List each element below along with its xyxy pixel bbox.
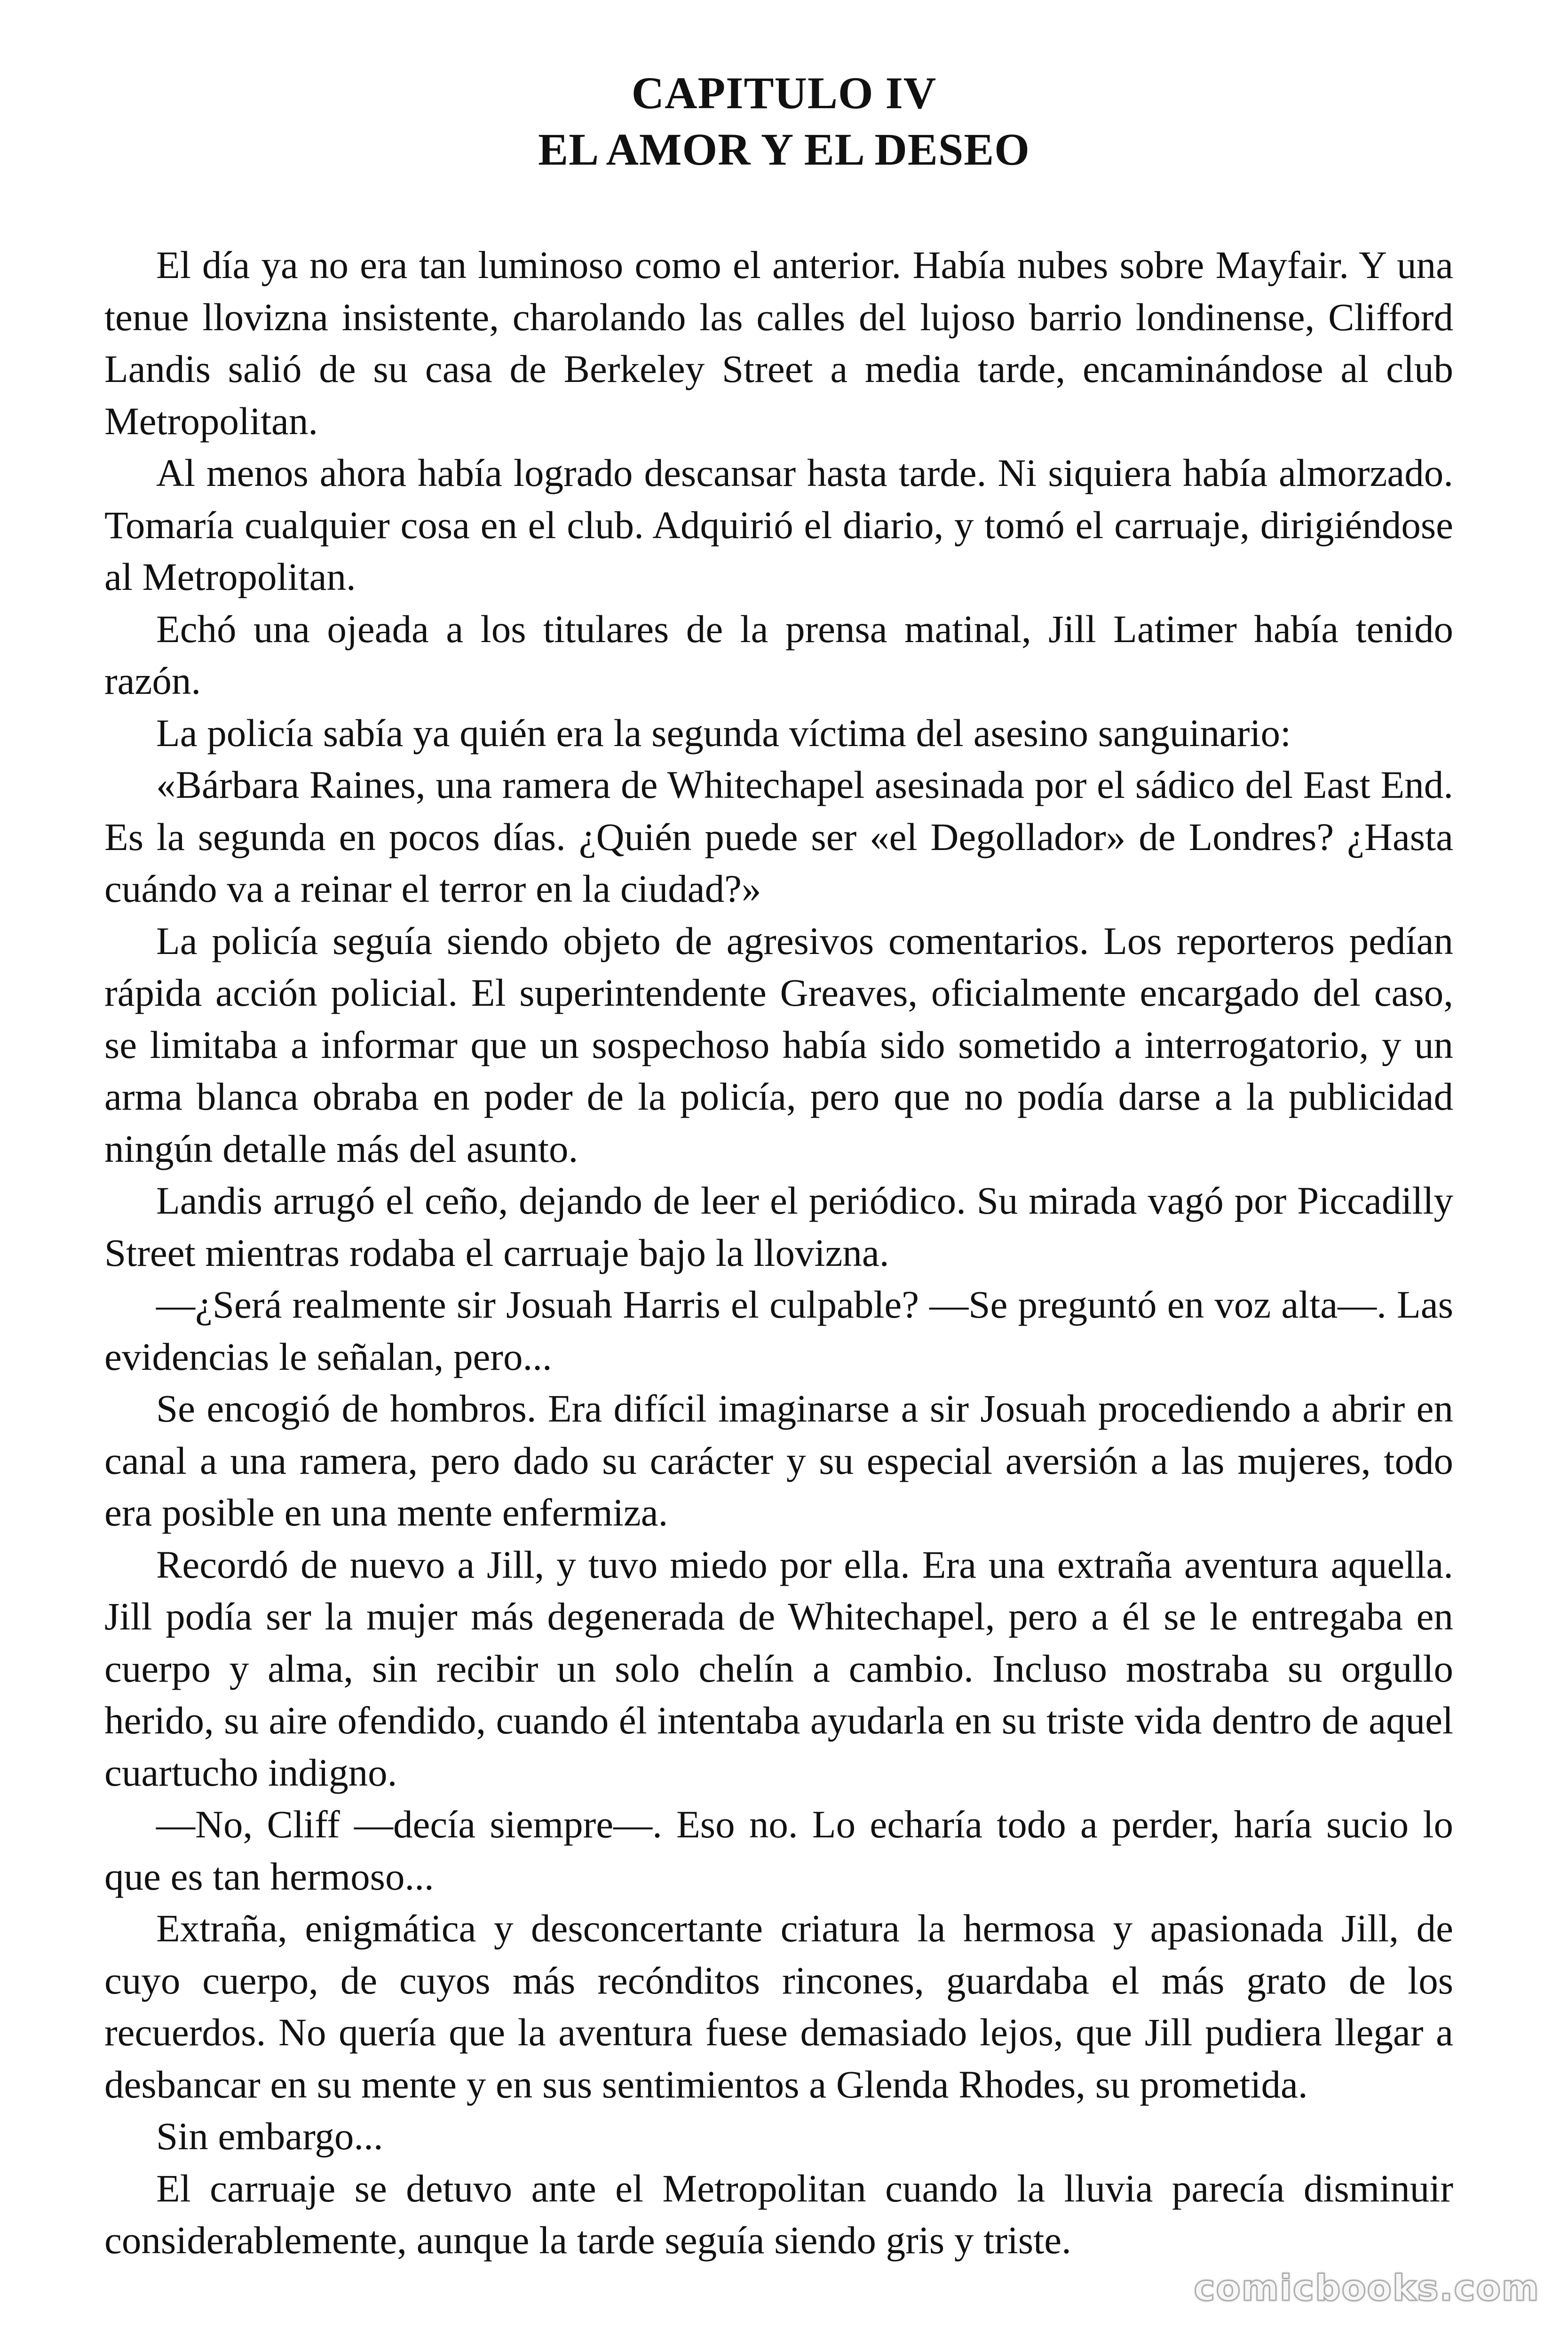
paragraph: Echó una ojeada a los titulares de la prensa matinal, Jill Latimer había tenido razón. <box>104 607 1453 702</box>
paragraph: Sin embargo... <box>156 2114 383 2158</box>
paragraph: La policía seguía siendo objeto de agresivos comentarios. Los reporteros pedían rápida acción policial. El superintendente Greaves, oficialmente encargado del caso, se limitaba a informar que un sospechoso había sido sometido a interrogatorio, y un arma blanca obraba en poder de la policía, pero que no podía darse a la publicidad ningún detalle más del asunto. <box>104 919 1453 1170</box>
paragraph: —¿Será realmente sir Josuah Harris el culpable? —Se preguntó en voz alta—. Las evidencias le señalan, pero... <box>104 1283 1453 1378</box>
paragraph: Recordó de nuevo a Jill, y tuvo miedo por ella. Era una extraña aventura aquella. Jill podía ser la mujer más degenerada de Whitechapel, pero a él se le entregaba en cuerpo y alma, sin recibir un solo chelín a cambio. Incluso mostraba su orgullo herido, su aire ofendido, cuando él intentaba ayudarla en su triste vida dentro de aquel cuartucho indigno. <box>104 1542 1453 1794</box>
chapter-body <box>104 239 1453 2266</box>
paragraph: «Bárbara Raines, una ramera de Whitechapel asesinada por el sádico del East End. Es la segunda en pocos días. ¿Quién puede ser «el Degollador» de Londres? ¿Hasta cuándo va a reinar el terror en la ciudad?» <box>104 763 1453 910</box>
chapter-title: EL AMOR Y EL DESEO <box>538 124 1030 175</box>
paragraph: La policía sabía ya quién era la segunda víctima del asesino sanguinario: <box>156 711 1291 755</box>
paragraph: Al menos ahora había logrado descansar hasta tarde. Ni siquiera había almorzado. Tomaría cualquier cosa en el club. Adquirió el diario, y tomó el carruaje, dirigiéndose al Metropolitan. <box>104 451 1453 598</box>
chapter-number: CAPITULO IV <box>631 68 937 118</box>
paragraph: El día ya no era tan luminoso como el anterior. Había nubes sobre Mayfair. Y una tenue llovizna insistente, charolando las calles del lujoso barrio londinense, Clifford Landis salió de su casa de Berkeley Street a media tarde, encaminándose al club Metropolitan. <box>104 243 1453 443</box>
paragraph: Landis arrugó el ceño, dejando de leer el periódico. Su mirada vagó por Piccadilly Street mientras rodaba el carruaje bajo la llovizna. <box>104 1179 1453 1274</box>
paragraph: Extraña, enigmática y desconcertante criatura la hermosa y apasionada Jill, de cuyo cuerpo, de cuyos más recónditos rincones, guardaba el más grato de los recuerdos. No quería que la aventura fuese demasiado lejos, que Jill pudiera llegar a desbancar en su mente y en sus sentimientos a Glenda Rhodes, su prometida. <box>104 1907 1453 2106</box>
site-watermark: comicbooks.com <box>1194 2267 1540 2309</box>
paragraph: —No, Cliff —decía siempre—. Eso no. Lo echaría todo a perder, haría sucio lo que es tan hermoso... <box>104 1803 1453 1898</box>
paragraph: El carruaje se detuvo ante el Metropolitan cuando la lluvia parecía disminuir considerablemente, aunque la tarde seguía siendo gris y triste. <box>104 2166 1453 2262</box>
paragraph: Se encogió de hombros. Era difícil imaginarse a sir Josuah procediendo a abrir en canal a una ramera, pero dado su carácter y su especial aversión a las mujeres, todo era posible en una mente enfermiza. <box>104 1387 1453 1534</box>
